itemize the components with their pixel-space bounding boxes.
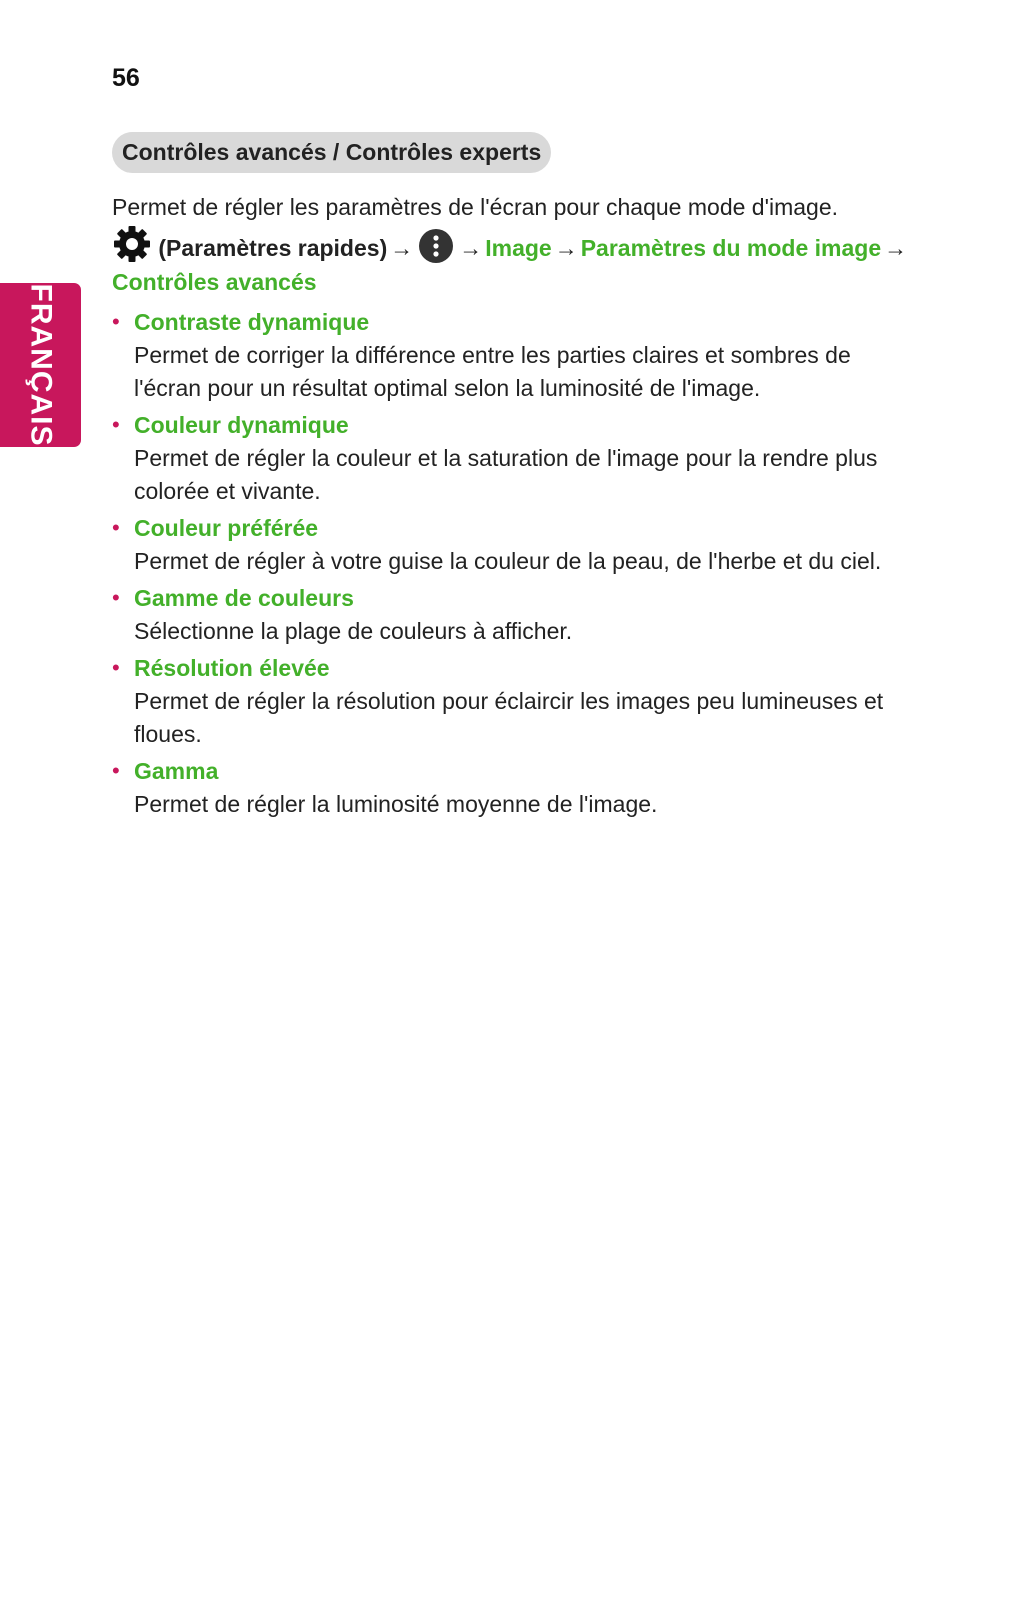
section-intro: Permet de régler les paramètres de l'écran pour chaque mode d'image. [112, 194, 839, 220]
bullet-icon: • [112, 515, 120, 540]
list-item [112, 408, 922, 508]
item-description: Sélectionne la plage de couleurs à afficher. [134, 618, 573, 644]
item-description: Permet de régler la couleur et la saturation de l'image pour la rendre plus colorée et vivante. [134, 445, 878, 504]
more-options-icon [418, 228, 454, 264]
item-description: Permet de corriger la différence entre les parties claires et sombres de l'écran pour un résultat optimal selon la luminosité de l'image. [134, 342, 851, 401]
page-number: 56 [112, 64, 140, 92]
path-step-advanced-controls: Contrôles avancés [112, 269, 317, 295]
list-item [112, 581, 922, 648]
item-title: Résolution élevée [134, 655, 330, 681]
item-title: Contraste dynamique [134, 309, 370, 335]
path-arrow: → [390, 235, 414, 261]
language-tab-label: FRANÇAIS [24, 283, 58, 447]
path-quick-settings: (Paramètres rapides) [158, 235, 388, 261]
bullet-icon: • [112, 309, 120, 334]
item-title: Couleur dynamique [134, 412, 349, 438]
bullet-icon: • [112, 585, 120, 610]
list-item [112, 651, 922, 751]
item-description: Permet de régler la luminosité moyenne de l'image. [134, 791, 658, 817]
list-item [112, 754, 922, 821]
main-content [112, 132, 922, 824]
path-arrow: → [884, 235, 908, 261]
item-title: Gamma [134, 758, 219, 784]
gear-icon [112, 224, 152, 264]
feature-list [112, 305, 922, 821]
item-description: Permet de régler à votre guise la couleur de la peau, de l'herbe et du ciel. [134, 548, 882, 574]
item-title: Gamme de couleurs [134, 585, 354, 611]
bullet-icon: • [112, 655, 120, 680]
item-description: Permet de régler la résolution pour éclaircir les images peu lumineuses et floues. [134, 688, 884, 747]
path-step-picture-mode-settings: Paramètres du mode image [580, 235, 882, 261]
list-item [112, 511, 922, 578]
language-tab [0, 283, 81, 447]
list-item [112, 305, 922, 405]
path-arrow: → [459, 235, 483, 261]
bullet-icon: • [112, 412, 120, 437]
menu-path [112, 224, 922, 299]
path-step-image: Image [485, 235, 552, 261]
bullet-icon: • [112, 758, 120, 783]
item-title: Couleur préférée [134, 515, 319, 541]
path-arrow: → [554, 235, 578, 261]
section-title: Contrôles avancés / Contrôles experts [112, 132, 551, 173]
